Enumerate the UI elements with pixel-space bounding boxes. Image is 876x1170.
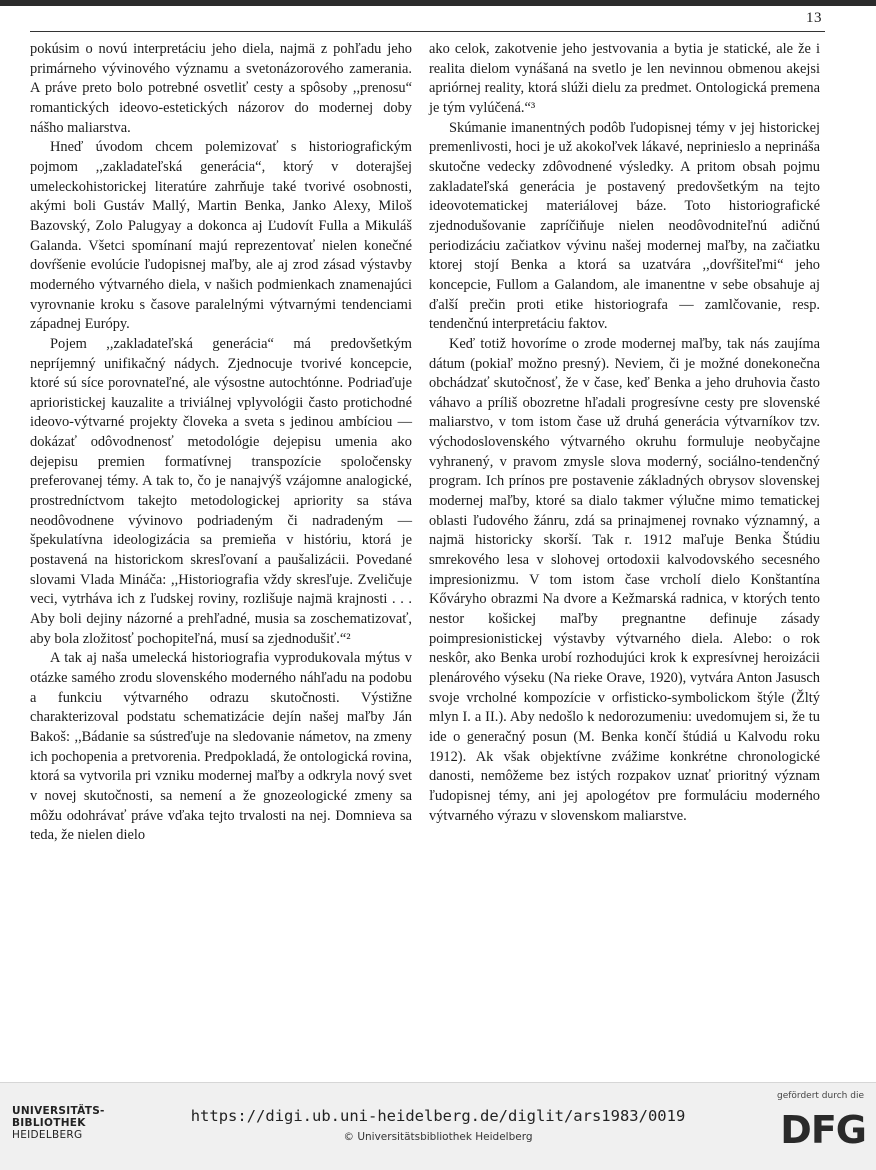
paragraph: ako celok, zakotvenie jeho jestvovania a bytia je statické, ale že i realita dielom vynášaná na svetlo je len nevinnou obmenou akejsi apriórnej reality, ktorá slúži dielu za predmet. Ontologická premena je tým vylúčená.“³ [429,41,820,116]
permalink-url[interactable]: https://digi.ub.uni-heidelberg.de/diglit/ars1983/0019 [190,1107,686,1125]
dfg-logo[interactable]: DFG [780,1108,866,1152]
paragraph: Skúmanie imanentných podôb ľudopisnej témy v jej historickej premenlivosti, hoci je už akokoľvek lákavé, neprinieslo a neprináša skutočne vedecky zdôvodnené výsledky. A pritom obsah pojmu zakladateľská generácia je postavený predovšetkým na tejto ideovotematickej materiálovej báze. Toto historiografické zjednodušovanie zapríčiňuje nielen neodôvodniteľnú adičnú periodizáciu začiatkov vývinu našej modernej maľby, na začiatku ktorej stojí Benka a ktorá sa uzatvára ,,dovŕšiteľmi“ jeho koncepcie, Fullom a Galandom, ale imanentne v sebe obsahuje aj ďalší prečin proti etike historiografa — zamlčovanie, resp. tendenčnú interpretáciu faktov. [429,119,820,333]
paragraph: A tak aj naša umelecká historiografia vyprodukovala mýtus v otázke samého zrodu slovenského moderného náhľadu na podobu a funkciu výtvarného odrazu skutočnosti. Výstižne charakterizoval podstatu schematizácie dejín našej maľby Ján Bakoš: ,,Bádanie sa sústreďuje na sledovanie námetov, na zmeny ich pochopenia a pretvorenia. Predpokladá, že ontologická rovina, ktorá sa vytvorila pri vzniku modernej maľby a odkryla nový svet v novej skutočnosti, sa nemení a že gnozeologické zmeny sa môžu odohrávať práve vďaka tejto trvalosti na nej. Domnieva sa teda, že nielen dielo [30,650,412,844]
header-rule [30,31,825,32]
paragraph: Hneď úvodom chcem polemizovať s historiografickým pojmom ,,zakladateľská generácia“, ktorý v doterajšej umeleckohistorickej literatúre zahrňuje také tvorivé osobnosti, akými boli Gustáv Mallý, Martin Benka, Janko Alexy, Miloš Bazovský, Zolo Palugyay a dokonca aj Ľudovít Fulla a Mikuláš Galanda. Všetci spomínaní majú reprezentovať nielen konečné dovŕšenie evolúcie ľudopisnej maľby, ale aj zrod zásad výstavby moderného výtvarného diela, v našich podmienkach znamenajúci vyrovnanie kroku s časove paralelnými výtvarnými tendenciami západnej Európy. [30,139,412,333]
funding-note: gefördert durch die [777,1091,864,1101]
library-name-line: UNIVERSITÄTS- [12,1105,105,1117]
left-column [30,40,412,846]
top-border [0,0,876,6]
paragraph: pokúsim o novú interpretáciu jeho diela, najmä z pohľadu jeho primárneho vývinového významu a svetonázorového zamerania. A práve preto bolo potrebné osvetliť cesty a spôsoby ,,prenosu“ romantických ideovo-estetických názorov do modernej doby nášho maliarstva. [30,41,412,136]
library-name-line: HEIDELBERG [12,1129,83,1141]
right-column [429,40,820,826]
viewer-footer [0,1082,876,1170]
copyright-notice: © Universitätsbibliothek Heidelberg [343,1131,533,1143]
paragraph: Keď totiž hovoríme o zrode modernej maľby, tak nás zaujíma dátum (pokiaľ možno presný). Neviem, či je možné donekonečna obchádzať skutočnosť, že v čase, keď Benka a jeho druhovia často váhavo a príliš obozretne hľadali progresívne cesty pre slovenské maliarstvo, v tom istom čase už druhá generácia výtvarníkov tzv. východoslovenského výtvarného okruhu formuluje neobyčajne vyhranený, v pravom zmysle slova moderný, sociálno-tendenčný program. Ich prínos pre postavenie základných obrysov slovenskej modernej maľby, ktoré sa dialo takmer výlučne mimo tematickej oblasti ľudového žánru, zdá sa prinajmenej rovnako významný, a najmä historicky skorší. Tak r. 1912 maľuje Benka Štúdiu smrekového lesa v slohovej ortodoxii kalvodovského secesného impresionizmu. V tom istom čase vrcholí dielo Konštantína Kőváryho obrazmi Na dvore a Kežmarská radnica, v ktorých tento nestor košickej maľby pregnantne definuje zásady poimpresionistickej výstavby výtvarného diela. Alebo: o rok neskôr, ako Benka urobí rozhodujúci krok k expresívnej heroizácii plenárového výseku (Na rieke Orave, 1920), vytvára Anton Jasusch svoje vrcholné kompozície v orfisticko-symbolickom štýle (Žltý mlyn I. a II.). Aby nedošlo k nedorozumeniu: uvedomujem si, že tu ide o generačný posun (M. Benka končí štúdiá u Kalvodu roku 1912). Ak však objektívne zvážime konkrétne chronologické danosti, nemôžeme bez istých rozpakov uznať prioritný význam ľudopisnej témy, ani jej apologétov pre formuláciu moderného výtvarného výrazu v slovenskom maliarstve. [429,335,820,824]
library-name-line: BIBLIOTHEK [12,1117,86,1129]
paragraph: Pojem ,,zakladateľská generácia“ má predovšetkým nepríjemný unifikačný nádych. Zjednocuje tvorivé koncepcie, ktoré sú síce porovnateľné, ale výsostne autochtónne. Podriaďuje aprioristickej kauzalite a triviálnej vplyvológii často protichodné ideovo-výtvarné projekty človeka a sveta s jedinou ambíciou — dokázať odôvodnenosť metodológie dejepisu umenia ako dejepisu premien formatívnej transpozície spoločensky preferovanej témy. A tak to, čo je nanajvýš vzájomne analogické, prostredníctvom takejto metodologickej apriority sa stáva neodôvodnene vývinovo podriadeným či nadradeným — špekulatívna ideologizácia sa premieňa v históriu, ktorá je postavená na historickom skresľovaní a paušalizácii. Povedané slovami Vlada Mináča: ,,Historiografia vždy skresľuje. Zveličuje veci, vytrháva ich z ľudskej roviny, rozlišuje najmä krajnosti . . . Aby boli dejiny názorné a prehľadné, musia sa zoschematizovať, aby bola zložitosť pochopiteľná, musí sa zjednodušiť.“² [30,335,412,647]
page-number: 13 [806,10,822,26]
